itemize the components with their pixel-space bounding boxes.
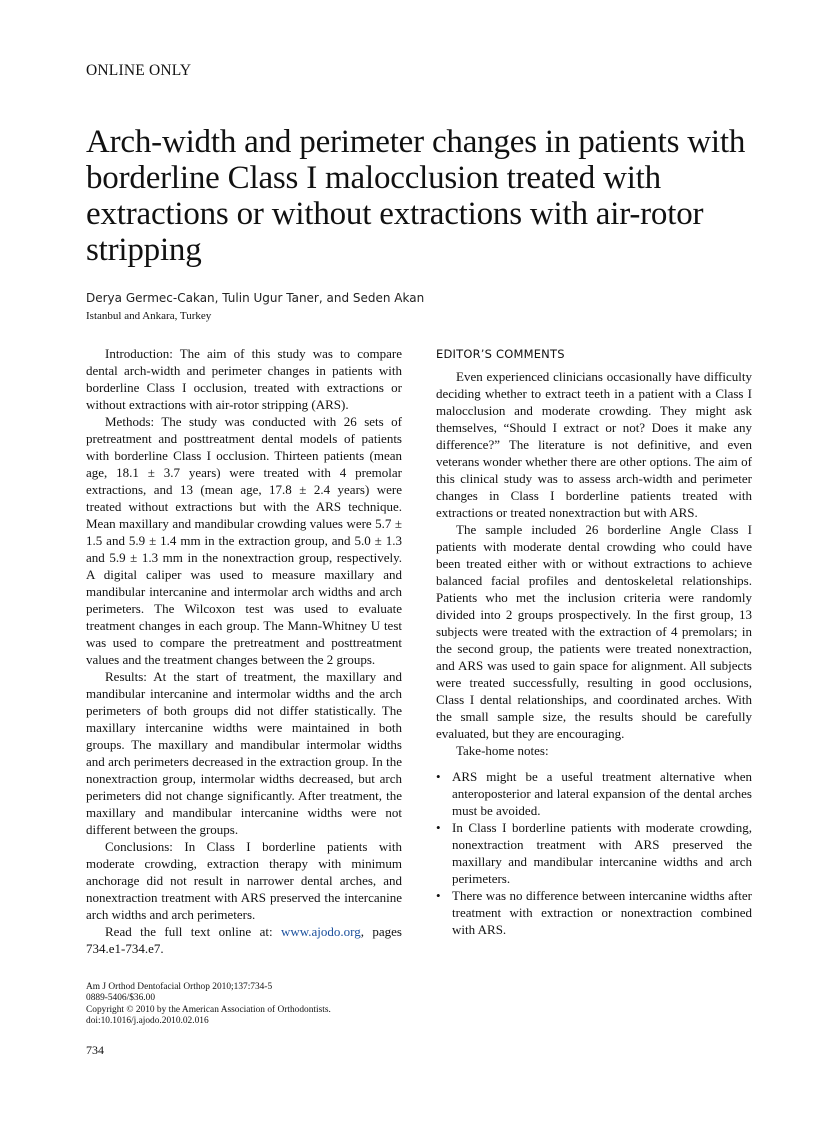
article-title: Arch-width and perimeter changes in patients with borderline Class I malocclusion treated with extractions or without extractions with air-rotor stripping: [86, 124, 746, 268]
citation-block: [86, 982, 406, 1028]
abstract-conclusions: Conclusions: In Class I borderline patients with moderate crowding, extraction therapy with minimum anchorage did not result in narrower dental arches, and nonextraction treatment with ARS preserved the intercanine arch widths and arch perimeters.: [86, 839, 402, 922]
copyright: Copyright © 2010 by the American Association of Orthodontists.: [86, 1004, 331, 1015]
author-affiliation: Istanbul and Ankara, Turkey: [86, 310, 212, 322]
note-text: ARS might be a useful treatment alternative when anteroposterior and lateral expansion of the dental arches must be avoided.: [452, 769, 752, 818]
take-home-note: [436, 819, 752, 887]
full-text-note: [86, 923, 402, 957]
doi[interactable]: doi:10.1016/j.ajodo.2010.02.016: [86, 1016, 209, 1027]
take-home-note: [436, 768, 752, 819]
editors-paragraph-2: The sample included 26 borderline Angle Class I patients with moderate dental crowding who could have been treated either with or without extractions to achieve balanced facial profiles and dentoskeletal relationships. Patients who met the inclusion criteria were randomly divided into 2 groups prospectively. In the first group, 13 subjects were treated with the extraction of 4 premolars; in the second group, the patients were treated nonextraction, and ARS was used to gain space for alignment. All subjects were treated successfully, resulting in good occlusions, Class I dental relationships, and coordinated arches. With the small sample size, the results should be carefully evaluated, but they are encouraging.: [436, 522, 752, 741]
note-text: There was no difference between intercanine widths after treatment with extraction or nonextraction combined with ARS.: [452, 888, 752, 937]
author-list: Derya Germec-Cakan, Tulin Ugur Taner, and Seden Akan: [86, 291, 425, 305]
abstract-results: Results: At the start of treatment, the maxillary and mandibular intercanine and intermolar widths and the arch perimeters of both groups did not differ statistically. The maxillary intercanine widths were maintained in both groups. The maxillary and mandibular intermolar widths and arch perimeters decreased in the extraction group. In the nonextraction group, intermolar widths decreased, but arch perimeters did not change significantly. After treatment, the maxillary and mandibular intercanine widths were not different between the groups.: [86, 669, 402, 837]
bullet-icon: •: [436, 769, 441, 784]
editors-paragraph-1: Even experienced clinicians occasionally have difficulty deciding whether to extract teeth in a patient with a Class I malocclusion and moderate crowding. They might ask themselves, “Should I extract or not? Does it make any difference?” The literature is not definitive, and even veterans wonder whether there are other options. The aim of this clinical study was to assess arch-width and perimeter changes in Class I borderline patients treated with extractions or treated nonextraction but with ARS.: [436, 369, 752, 520]
note-text: In Class I borderline patients with moderate crowding, nonextraction treatment with ARS preserved the maxillary and mandibular intercanine widths and arch perimeters.: [452, 820, 752, 886]
ajodo-link[interactable]: www.ajodo.org: [280, 924, 361, 939]
section-label: ONLINE ONLY: [86, 62, 192, 79]
full-text-pages: , pages 734.e1-734.e7.: [86, 924, 402, 956]
journal-citation: Am J Orthod Dentofacial Orthop 2010;137:734-5: [86, 982, 273, 992]
abstract-introduction: Introduction: The aim of this study was to compare dental arch-width and perimeter changes in patients with borderline Class I occlusion, treated with extractions or without extractions with air-rotor stripping (ARS).: [86, 346, 402, 412]
take-home-label: Take-home notes:: [456, 743, 549, 758]
bullet-icon: •: [436, 888, 441, 903]
editors-comments: [436, 346, 752, 938]
editors-comments-heading: EDITOR’S COMMENTS: [436, 347, 565, 361]
abstract-methods: Methods: The study was conducted with 26 sets of pretreatment and posttreatment dental models of patients with borderline Class I occlusion. Thirteen patients (mean age, 18.1 ± 3.7 years) were treated with 4 premolar extractions, and 13 (mean age, 17.8 ± 2.4 years) were treated without extractions but with the ARS technique. Mean maxillary and mandibular crowding values were 5.7 ± 1.5 and 5.9 ± 1.4 mm in the extraction group, and 5.0 ± 1.3 and 5.9 ± 1.3 mm in the nonextraction group, respectively. A digital caliper was used to measure maxillary and mandibular intercanine and intermolar arch widths and arch perimeters. The Wilcoxon test was used to evaluate treatment changes in each group. The Mann-Whitney U test was used to compare the pretreatment and posttreatment values and the treatment changes between the 2 groups.: [86, 414, 402, 667]
bullet-icon: •: [436, 820, 441, 835]
page-number: 734: [86, 1043, 104, 1057]
take-home-note: [436, 887, 752, 938]
full-text-prefix: Read the full text online at:: [105, 924, 281, 939]
take-home-list: [436, 768, 752, 938]
abstract: [86, 345, 402, 957]
issn: 0889-5406/$36.00: [86, 993, 156, 1004]
